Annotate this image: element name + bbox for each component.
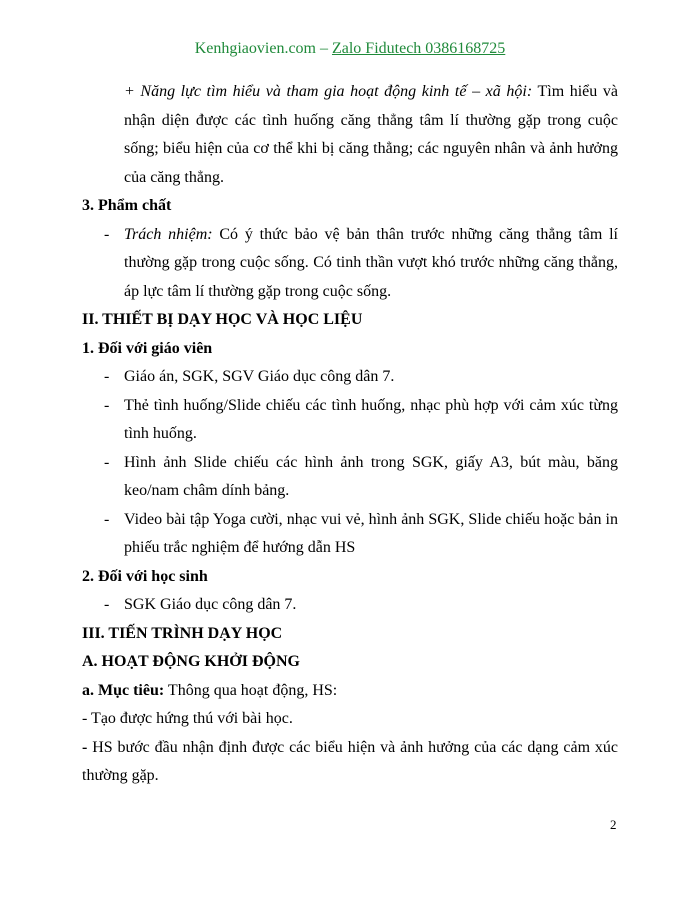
competence-paragraph: [82, 78, 618, 192]
page-number: 2: [610, 817, 617, 832]
section-ii-title: II. THIẾT BỊ DẠY HỌC VÀ HỌC LIỆU: [82, 311, 363, 328]
list-item: - Video bài tập Yoga cười, nhạc vui vẻ, hình ảnh SGK, Slide chiếu hoặc bản in phiếu trắc nghiệm để hướng dẫn HS: [82, 506, 618, 563]
goal-line: [82, 677, 618, 706]
header-site[interactable]: Kenhgiaovien.com: [194, 40, 316, 57]
header-contact-link[interactable]: Zalo Fidutech 0386168725: [331, 40, 506, 57]
document-body: [82, 78, 618, 791]
list-item: - Giáo án, SGK, SGV Giáo dục công dân 7.: [82, 363, 618, 392]
goal-line-2-dash: -: [82, 738, 88, 756]
header-separator: –: [315, 40, 332, 57]
student-item: SGK Giáo dục công dân 7.: [124, 596, 297, 613]
goal-text: Thông qua hoạt động, HS:: [164, 681, 338, 699]
section-iii-title: III. TIẾN TRÌNH DẠY HỌC: [82, 624, 283, 642]
section-3-list: [82, 221, 618, 307]
competence-lead: + Năng lực tìm hiểu và tham gia hoạt động kinh tế – xã hội:: [124, 83, 533, 100]
goal-line-1: - Tạo được hứng thú với bài học.: [82, 710, 293, 727]
page-header: [0, 40, 700, 58]
goal-label: a. Mục tiêu:: [82, 681, 165, 699]
competence-body: Tìm hiểu và nhận diện được các tình huống căng thẳng tâm lí thường gặp trong cuộc sống; biểu hiện của cơ thể khi bị căng thẳng; các nguyên nhân và ảnh hưởng của căng thẳng.: [124, 83, 618, 186]
teacher-item: Giáo án, SGK, SGV Giáo dục công dân 7.: [124, 368, 395, 385]
list-item: - Trách nhiệm: Có ý thức bảo vệ bản thân trước những căng thẳng tâm lí thường gặp trong cuộc sống. Có tinh thần vượt khó trước những căng thẳng, áp lực tâm lí thường gặp trong cuộc sống.: [104, 225, 618, 300]
list-item: - SGK Giáo dục công dân 7.: [82, 591, 618, 620]
responsibility-lead: Trách nhiệm:: [124, 225, 213, 243]
teacher-item: Thẻ tình huống/Slide chiếu các tình huống, nhạc phù hợp với cảm xúc từng tình huống.: [124, 396, 618, 442]
student-list: [82, 591, 618, 620]
goal-line-2-text: HS bước đầu nhận định được các biểu hiện và ảnh hưởng của các dạng cảm xúc thường gặp.: [82, 738, 618, 784]
teacher-item: Hình ảnh Slide chiếu các hình ảnh trong SGK, giấy A3, bút màu, băng keo/nam châm dính bảng.: [124, 453, 618, 499]
goal-line-2: [82, 734, 618, 791]
list-item: - Hình ảnh Slide chiếu các hình ảnh trong SGK, giấy A3, bút màu, băng keo/nam châm dính bảng.: [82, 449, 618, 506]
teacher-item: Video bài tập Yoga cười, nhạc vui vẻ, hình ảnh SGK, Slide chiếu hoặc bản in phiếu trắc nghiệm để hướng dẫn HS: [124, 510, 618, 556]
teacher-list: [82, 363, 618, 563]
section-3-title: 3. Phẩm chất: [82, 197, 172, 214]
list-item: - Thẻ tình huống/Slide chiếu các tình huống, nhạc phù hợp với cảm xúc từng tình huống.: [82, 392, 618, 449]
responsibility-body: Có ý thức bảo vệ bản thân trước những căng thẳng tâm lí thường gặp trong cuộc sống. Có tinh thần vượt khó trước những căng thẳng, áp lực tâm lí thường gặp trong cuộc sống.: [124, 225, 618, 300]
activity-title: A. HOẠT ĐỘNG KHỞI ĐỘNG: [82, 653, 300, 670]
teacher-title: 1. Đối với giáo viên: [82, 339, 213, 357]
student-title: 2. Đối với học sinh: [82, 567, 208, 585]
